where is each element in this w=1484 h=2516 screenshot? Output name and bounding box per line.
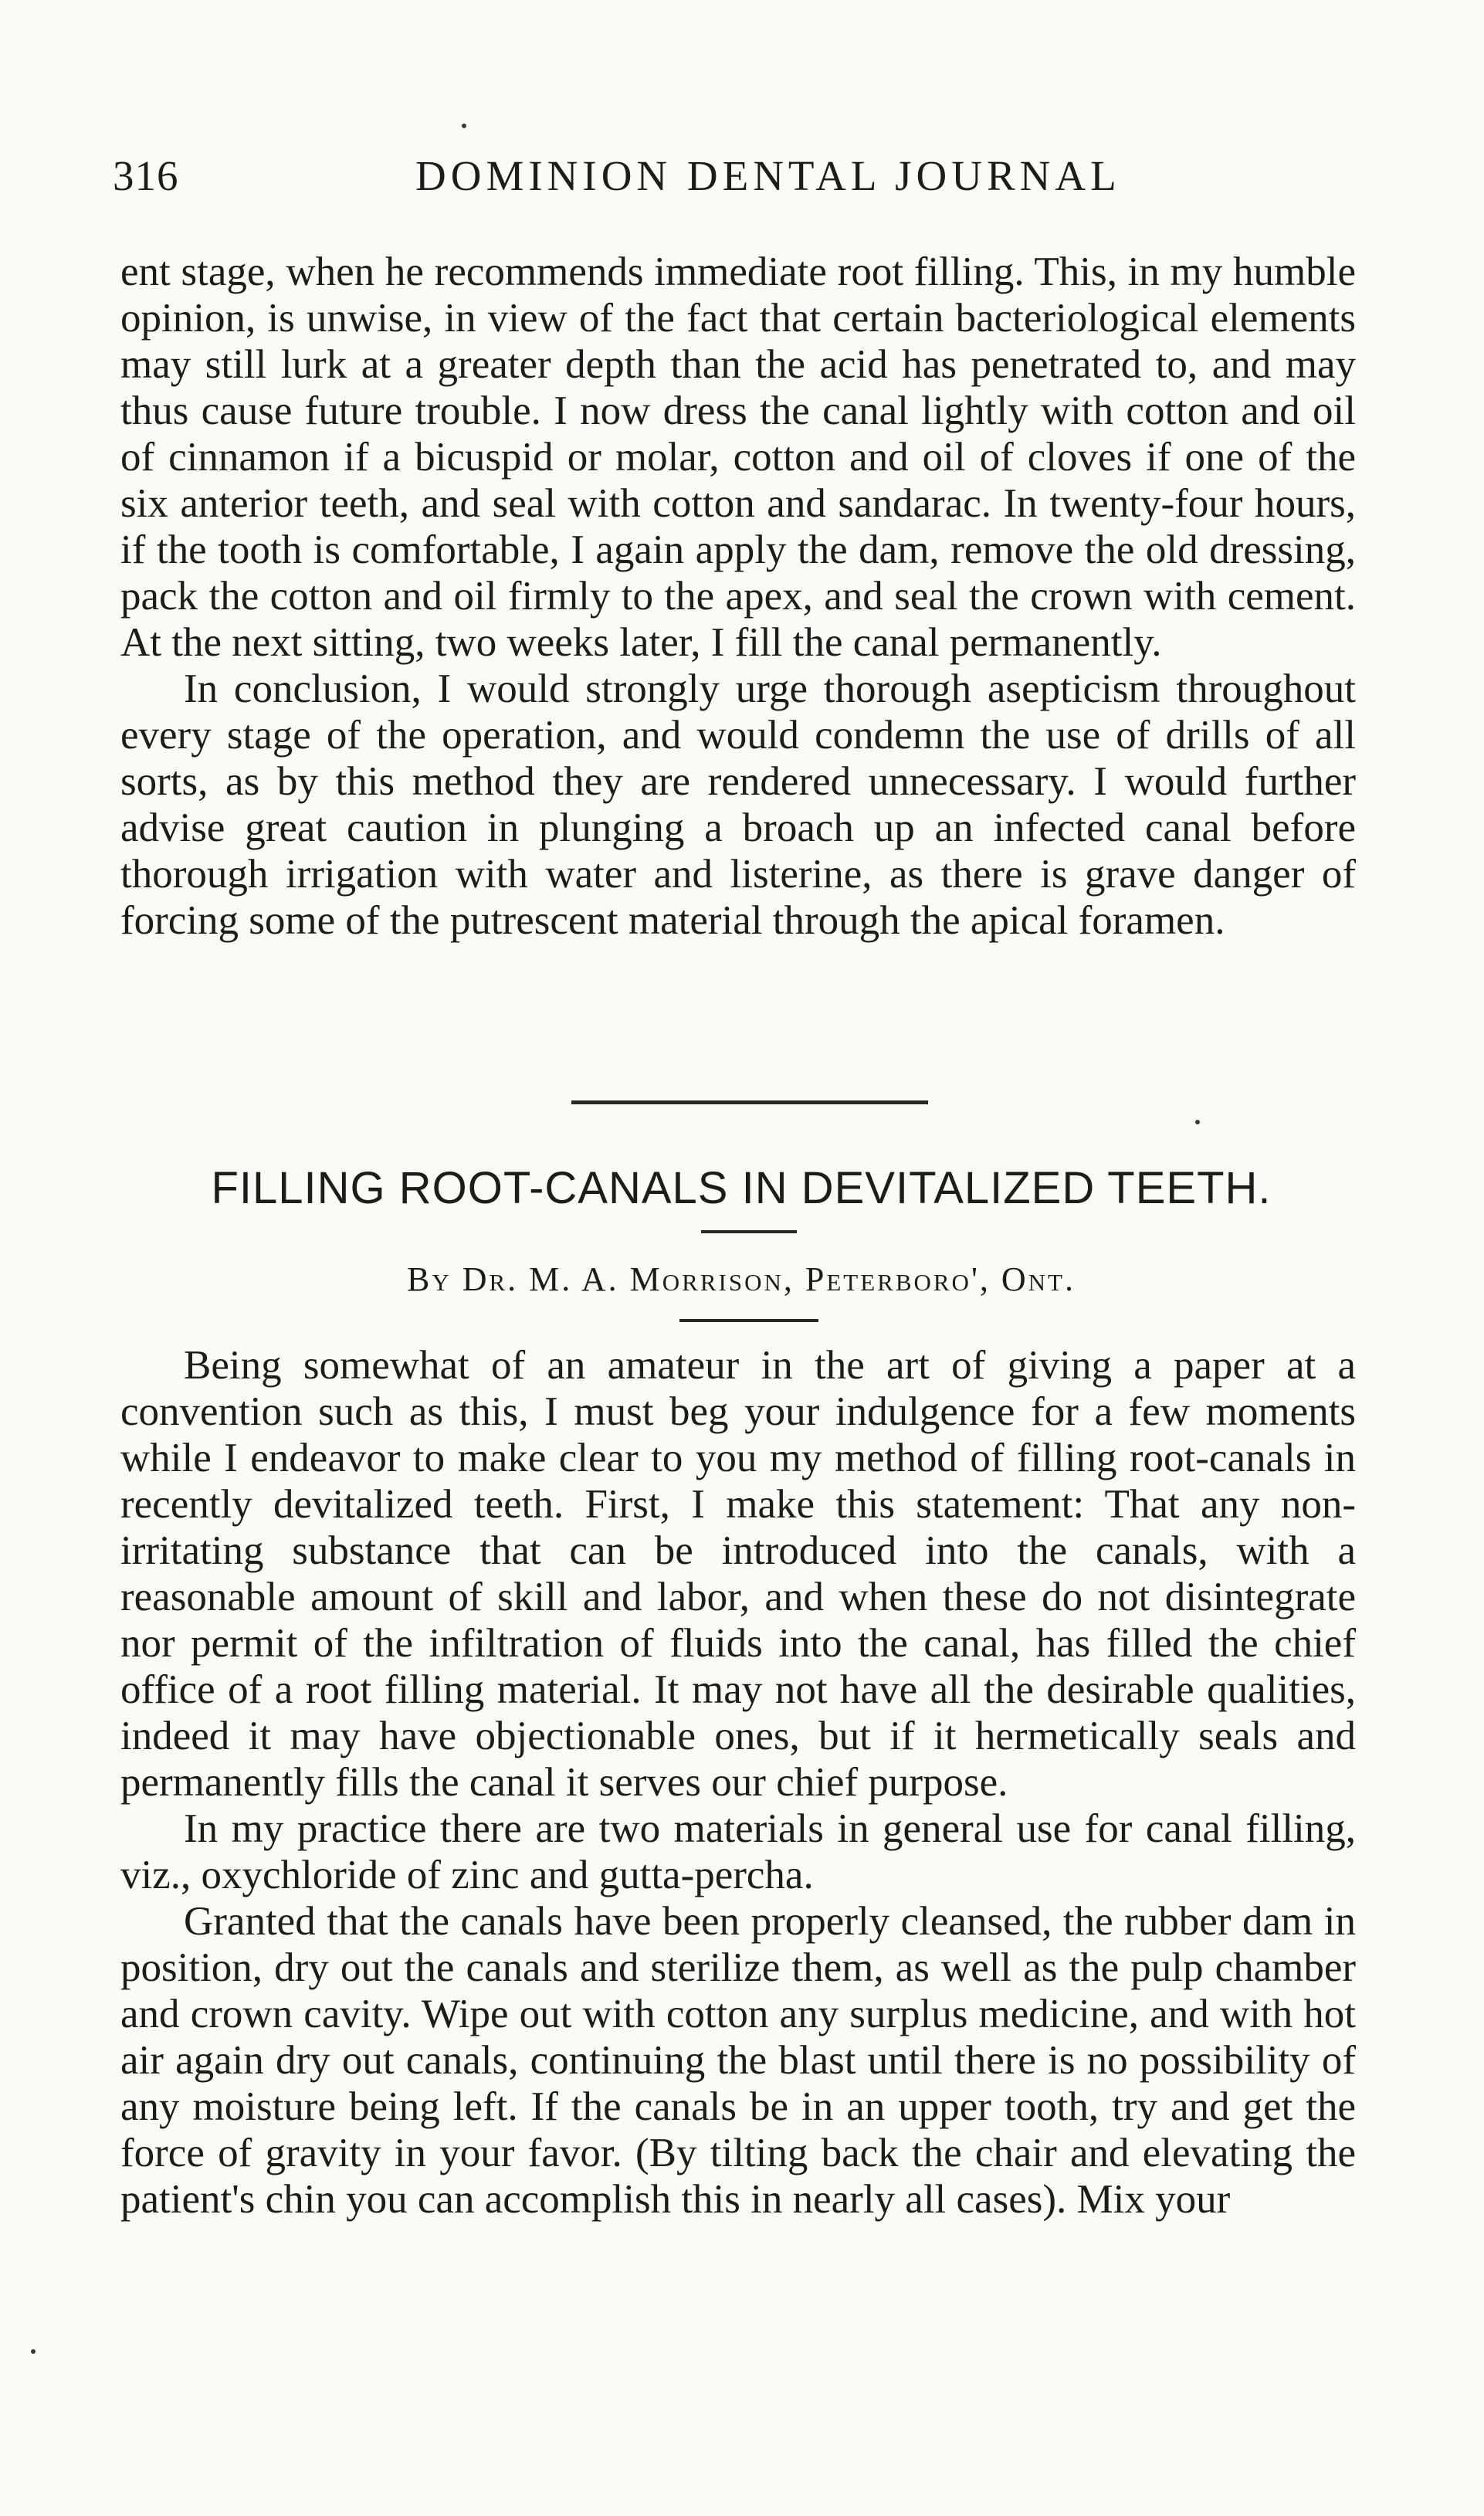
previous-article-text [120, 249, 1356, 944]
page-number: 316 [113, 152, 179, 199]
print-speck [31, 2349, 36, 2354]
page-header [113, 151, 1360, 205]
print-speck [1195, 1120, 1200, 1124]
running-head: DOMINION DENTAL JOURNAL [415, 152, 1121, 199]
conclusion-paragraph: In conclusion, I would strongly urge thorough asepticism throughout every stage of the operation, and would condemn the use of drills of all sorts, as by this method they are rendered unnecessary. I would further advise great caution in plunging a broach up an infected canal before thorough irrigation with water and listerine, as there is grave danger of forcing some of the putrescent material through the apical foramen. [120, 666, 1356, 943]
article-byline: By Dr. M. A. Morrison, Peterboro', Ont. [407, 1260, 1076, 1298]
body-paragraph: Granted that the canals have been properly cleansed, the rubber dam in position, dry out the canals and sterilize them, as well as the pulp chamber and crown cavity. Wipe out with cotton any surplus medicine, and with hot air again dry out canals, continuing the blast until there is no possibility of any moisture being left. If the canals be in an upper tooth, try and get the force of gravity in your favor. (By tilting back the chair and elevating the patient's chin you can accomplish this in nearly all cases). Mix your [120, 1899, 1356, 2222]
print-speck [462, 124, 466, 128]
article-body [120, 1342, 1356, 2223]
article-title: FILLING ROOT-CANALS IN DEVITALIZED TEETH. [211, 1163, 1272, 1213]
byline-rule [679, 1319, 818, 1322]
body-paragraph: In my practice there are two materials in general use for canal filling, viz., oxychloride of zinc and gutta-percha. [120, 1806, 1356, 1897]
title-rule [701, 1230, 797, 1233]
section-divider [571, 1100, 928, 1104]
previous-article-paragraph: ent stage, when he recommends immediate root filling. This, in my humble opinion, is unwise, in view of the fact that certain bacteriological elements may still lurk at a greater depth than the acid has penetrated to, and may thus cause future trouble. I now dress the canal lightly with cotton and oil of cinnamon if a bicuspid or molar, cotton and oil of cloves if one of the six anterior teeth, and seal with cotton and sandarac. In twenty-four hours, if the tooth is comfortable, I again apply the dam, remove the old dressing, pack the cotton and oil firmly to the apex, and seal the crown with cement. At the next sitting, two weeks later, I fill the canal permanently. [120, 249, 1356, 665]
body-paragraph: Being somewhat of an amateur in the art of giving a paper at a convention such as this, I must beg your indulgence for a few moments while I endeavor to make clear to you my method of filling root-canals in recently devitalized teeth. First, I make this statement: That any non-irritating substance that can be introduced into the canals, with a reasonable amount of skill and labor, and when these do not disintegrate nor permit of the infiltration of fluids into the canal, has filled the chief office of a root filling material. It may not have all the desirable qualities, indeed it may have objectionable ones, but if it hermetically seals and permanently fills the canal it serves our chief purpose. [120, 1343, 1356, 1805]
